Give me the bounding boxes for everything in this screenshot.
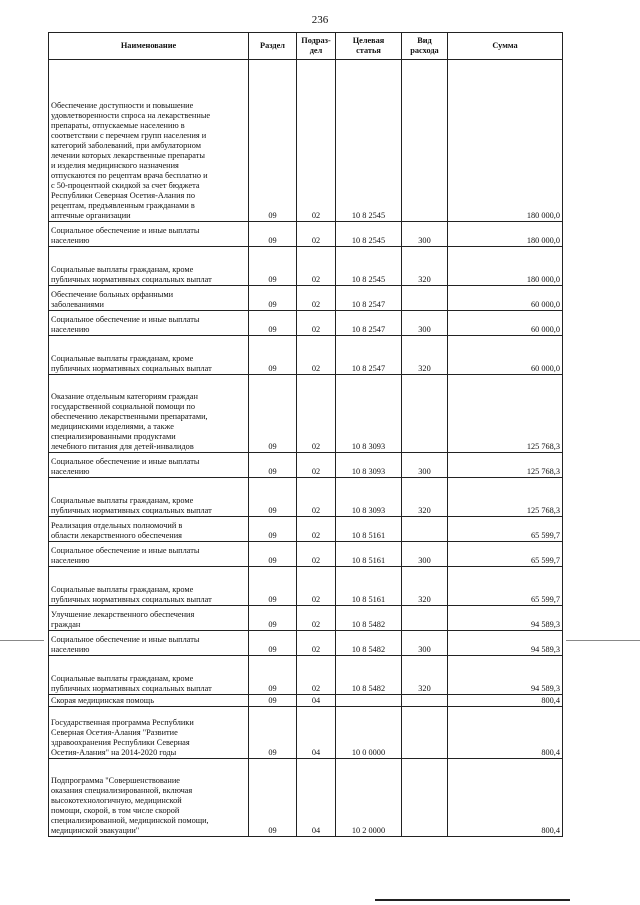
scan-line-left [0,640,44,641]
cell-name: Социальные выплаты гражданам, кроме публичных нормативных социальных выплат [49,656,249,695]
cell-subsection: 02 [297,631,336,656]
cell-expense: 300 [402,631,448,656]
cell-amount: 125 768,3 [448,375,563,453]
cell-target: 10 0 0000 [336,707,402,759]
cell-name: Социальные выплаты гражданам, кроме публичных нормативных социальных выплат [49,336,249,375]
cell-target: 10 8 2545 [336,222,402,247]
table-row [49,606,563,631]
cell-name: Социальное обеспечение и иные выплаты населению [49,222,249,247]
cell-subsection: 02 [297,453,336,478]
cell-subsection: 02 [297,247,336,286]
cell-target: 10 8 5161 [336,542,402,567]
scan-line-right [566,640,640,641]
cell-amount: 94 589,3 [448,656,563,695]
table-row [49,247,563,286]
cell-subsection: 04 [297,759,336,837]
cell-subsection: 02 [297,478,336,517]
cell-amount: 180 000,0 [448,60,563,222]
table-row [49,631,563,656]
cell-name: Обеспечение доступности и повышение удовлетворенности спроса на лекарственные препараты, отпускаемые населению в соответствии с перечнем групп населения и категорий заболеваний, при амбулаторном лечении которых лекарственные препараты и изделия медицинского назначения отпускаются по рецептам врача бесплатно и с 50-процентной скидкой за счет бюджета Республики Северная Осетия-Алания по рецептам, предъявленным гражданами в аптечные организации [49,60,249,222]
header-subsection: Подраз- дел [297,33,336,60]
cell-amount: 800,4 [448,759,563,837]
cell-expense: 320 [402,247,448,286]
table-row [49,336,563,375]
cell-section: 09 [249,517,297,542]
cell-section: 09 [249,606,297,631]
table-row [49,707,563,759]
table-row [49,286,563,311]
table-row [49,759,563,837]
cell-name: Социальные выплаты гражданам, кроме публичных нормативных социальных выплат [49,247,249,286]
cell-subsection: 04 [297,695,336,707]
header-name: Наименование [49,33,249,60]
cell-amount: 800,4 [448,707,563,759]
cell-name: Подпрограмма "Совершенствование оказания специализированной, включая высокотехнологичную, медицинской помощи, скорой, в том числе скорой специализированной, медицинской помощи, медицинской эвакуации" [49,759,249,837]
cell-subsection: 02 [297,375,336,453]
table-row [49,222,563,247]
cell-section: 09 [249,542,297,567]
cell-name: Социальное обеспечение и иные выплаты населению [49,542,249,567]
page-number: 236 [311,14,329,26]
cell-target: 10 8 2545 [336,60,402,222]
cell-amount: 60 000,0 [448,336,563,375]
cell-expense: 300 [402,542,448,567]
cell-expense: 300 [402,453,448,478]
cell-section: 09 [249,656,297,695]
cell-name: Скорая медицинская помощь [49,695,249,707]
cell-subsection: 02 [297,222,336,247]
cell-target [336,695,402,707]
cell-section: 09 [249,247,297,286]
cell-expense [402,517,448,542]
table-row [49,60,563,222]
cell-target: 10 8 3093 [336,375,402,453]
cell-subsection: 02 [297,567,336,606]
cell-amount: 65 599,7 [448,517,563,542]
cell-expense [402,759,448,837]
cell-subsection: 02 [297,286,336,311]
cell-name: Социальное обеспечение и иные выплаты населению [49,311,249,336]
cell-name: Оказание отдельным категориям граждан государственной социальной помощи по обеспечению лекарственными препаратами, медицинскими изделиями, а также специализированными продуктами лечебного питания для детей-инвалидов [49,375,249,453]
cell-section: 09 [249,567,297,606]
cell-expense: 320 [402,336,448,375]
cell-section: 09 [249,453,297,478]
table-row [49,567,563,606]
cell-target: 10 8 5482 [336,631,402,656]
cell-section: 09 [249,707,297,759]
cell-subsection: 02 [297,606,336,631]
cell-expense: 300 [402,222,448,247]
cell-section: 09 [249,222,297,247]
cell-section: 09 [249,286,297,311]
cell-expense [402,286,448,311]
cell-target: 10 8 2547 [336,336,402,375]
table-row [49,517,563,542]
table-row [49,311,563,336]
cell-name: Социальное обеспечение и иные выплаты населению [49,453,249,478]
budget-table [48,32,563,837]
cell-target: 10 8 5161 [336,517,402,542]
cell-expense: 320 [402,567,448,606]
cell-target: 10 8 3093 [336,453,402,478]
table-row [49,656,563,695]
table-header-row [49,33,563,60]
cell-subsection: 02 [297,336,336,375]
cell-subsection: 02 [297,311,336,336]
table-row [49,695,563,707]
cell-amount: 65 599,7 [448,567,563,606]
cell-section: 09 [249,478,297,517]
cell-amount: 180 000,0 [448,247,563,286]
header-target: Целевая статья [336,33,402,60]
table-row [49,453,563,478]
cell-expense [402,60,448,222]
cell-expense [402,375,448,453]
cell-name: Социальные выплаты гражданам, кроме публичных нормативных социальных выплат [49,478,249,517]
cell-section: 09 [249,695,297,707]
cell-amount: 65 599,7 [448,542,563,567]
cell-section: 09 [249,375,297,453]
header-section: Раздел [249,33,297,60]
cell-amount: 60 000,0 [448,286,563,311]
cell-amount: 94 589,3 [448,606,563,631]
cell-section: 09 [249,759,297,837]
cell-target: 10 8 2547 [336,311,402,336]
cell-name: Реализация отдельных полномочий в области лекарственного обеспечения [49,517,249,542]
cell-name: Обеспечение больных орфанными заболеваниями [49,286,249,311]
cell-name: Улучшение лекарственного обеспечения граждан [49,606,249,631]
cell-amount: 125 768,3 [448,478,563,517]
header-expense: Вид расхода [402,33,448,60]
cell-expense: 300 [402,311,448,336]
cell-section: 09 [249,311,297,336]
footer-rule [375,899,570,901]
cell-target: 10 2 0000 [336,759,402,837]
cell-amount: 800,4 [448,695,563,707]
cell-section: 09 [249,60,297,222]
cell-subsection: 02 [297,60,336,222]
cell-subsection: 02 [297,517,336,542]
cell-subsection: 02 [297,542,336,567]
cell-name: Государственная программа Республики Северная Осетия-Алания "Развитие здравоохранения Республики Северная Осетия-Алания" на 2014-2020 годы [49,707,249,759]
cell-subsection: 02 [297,656,336,695]
cell-subsection: 04 [297,707,336,759]
cell-target: 10 8 2547 [336,286,402,311]
cell-expense: 320 [402,478,448,517]
cell-amount: 125 768,3 [448,453,563,478]
cell-name: Социальные выплаты гражданам, кроме публичных нормативных социальных выплат [49,567,249,606]
cell-amount: 94 589,3 [448,631,563,656]
cell-target: 10 8 2545 [336,247,402,286]
cell-expense [402,695,448,707]
cell-target: 10 8 5482 [336,606,402,631]
cell-target: 10 8 5161 [336,567,402,606]
cell-section: 09 [249,631,297,656]
cell-amount: 180 000,0 [448,222,563,247]
cell-amount: 60 000,0 [448,311,563,336]
cell-expense: 320 [402,656,448,695]
cell-expense [402,606,448,631]
table-row [49,478,563,517]
table-row [49,542,563,567]
header-amount: Сумма [448,33,563,60]
table-row [49,375,563,453]
cell-target: 10 8 5482 [336,656,402,695]
cell-name: Социальное обеспечение и иные выплаты населению [49,631,249,656]
cell-target: 10 8 3093 [336,478,402,517]
cell-section: 09 [249,336,297,375]
cell-expense [402,707,448,759]
